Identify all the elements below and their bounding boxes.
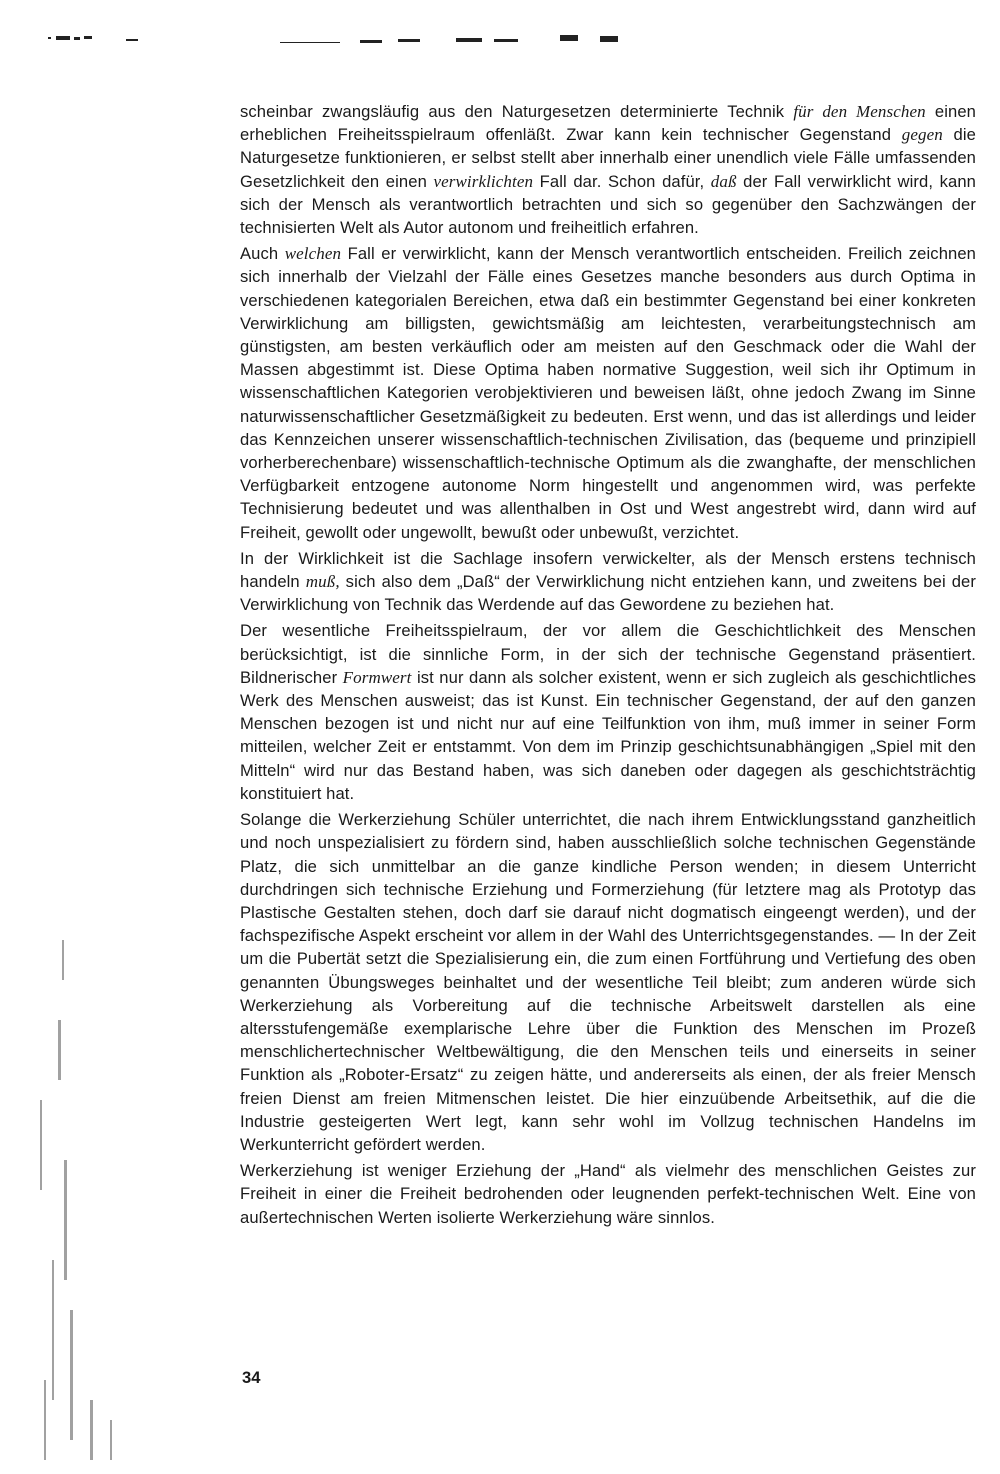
text-run: Werkerziehung ist weniger Erziehung der „Hand“ als vielmehr des menschlichen Geistes zur Freiheit in einer die Freiheit bedrohenden oder leugnenden perfekt-technischen Welt. Eine von außertechnischen Werten isolierte Werkerziehung wäre sinnlos. (240, 1161, 976, 1227)
emphasis-text: für den Menschen (793, 102, 926, 121)
emphasis-text: daß (710, 171, 737, 191)
text-run: ist nur dann als solcher existent, wenn er sich zugleich als geschichtliches Werk des Menschen ausweist; das ist Kunst. Ein technischer Gegenstand, der auf den ganzen Menschen bezogen ist und nicht nur auf eine Teilfunktion von ihm, muß immer in seiner Form mitteilen, welcher Zeit er entstammt. Von dem im Prinzip geschichtsunabhängigen „Spiel mit den Mitteln“ wird nur das Bestand haben, was sich daneben oder dagegen als geschichtsträchtig konstituiert hat. (240, 667, 976, 803)
scan-artifact-top (0, 0, 1000, 60)
body-text (240, 100, 976, 1232)
scan-artifact-edge (0, 860, 140, 1474)
emphasis-text: verwirklichten (433, 171, 534, 191)
text-run: Auch (240, 244, 285, 264)
paragraph (240, 100, 976, 239)
text-run: Fall dar. Schon dafür, (533, 171, 711, 191)
paragraph (240, 619, 976, 805)
text-run: Solange die Werkerziehung Schüler unterrichtet, die nach ihrem Entwicklungsstand ganzheitlich und noch unspezialisiert zu fördern sind, haben ausschließlich solche technischen Gegenstände Platz, die sich unmittelbar an die ganze kindliche Person wenden; in diesem Unterricht durchdringen sich technische Erziehung und Formerziehung (für letztere mag als Prototyp das Plastische Gestalten stehen, doch darf sie darauf nicht dogmatisch eingeengt werden), und der fachspezifische Aspekt erscheint vor allem in der Wahl des Unterrichtsgegenstandes. — In der Zeit um die Pubertät setzt die Spezialisierung ein, die zum einen Fortführung und Vertiefung des oben genannten Übungsweges beinhaltet und der wesentliche Teil bleibt; zum anderen würde sich Werkerziehung als Vorbereitung auf die technische Arbeitswelt darstellen als eine altersstufengemäße exemplarische Lehre über die Funktion des Menschen im Prozeß menschlichertechnischer Weltbewältigung, die den Menschen teils und einerseits in seiner Funktion als „Roboter-Ersatz“ zu zeigen hätte, und andererseits als einen, der als freier Mensch freien Dienst am freien Mitmenschen leistet. Die hier einzuübende Arbeitsethik, auf die die Industrie gesteigerten Wert legt, kann sehr wohl im Vollzug technischen Handelns im Werkunterricht gefördert werden. (240, 810, 976, 1154)
emphasis-text: muß, (305, 572, 340, 592)
paragraph (240, 547, 976, 617)
text-run: Der wesentliche Freiheitsspielraum, der vor allem die Geschichtlichkeit des Menschen berücksichtigt, ist die sinnliche Form, in der sich der technische Gegenstand präsentiert. Bildnerischer (240, 621, 976, 687)
text-run: der Fall verwirklicht wird, kann sich der Mensch als verantwortlich betrachten und sich so gegenüber den Sachzwängen der technisierten Welt als Autor autonom und freiheitlich erfahren. (240, 171, 976, 238)
emphasis-text: gegen (901, 125, 943, 145)
text-run: die Naturgesetze funktionieren, er selbst stellt aber innerhalb einer unendlich viele Fälle umfassenden Gesetzlichkeit den einen (240, 125, 977, 191)
text-run: In der Wirklichkeit ist die Sachlage insofern verwickelter, als der Mensch erstens technisch handeln (240, 548, 976, 592)
text-run: Fall er verwirklicht, kann der Mensch verantwortlich entscheiden. Freilich zeichnen sich innerhalb der Vielzahl der Fälle eines Gesetzes manche besonders aus durch Optima in verschiedenen kategorialen Bereichen, etwa daß ein bestimmter Gegenstand bei einer konkreten Verwirklichung am billigsten, gewichtsmäßig am leichtesten, verarbeitungstechnisch am günstigsten, am besten verkäuflich oder am meisten auf den Geschmack oder die Wahl der Massen abgestimmt ist. Diese Optima haben normative Suggestion, weil sich ihr Optimum in wissenschaftlichen Kategorien verobjektivieren und beweisen läßt, ohne jedoch Zwang im Sinne naturwissenschaftlicher Gesetzmäßigkeit zu bedeuten. Erst wenn, und das ist allerdings und leider das Kennzeichen unserer wissenschaftlich-technischen Zivilisation, das (bequeme und prinzipiell vorherberechenbare) wissenschaftlich-technische Optimum als die zwanghafte, der menschlichen Verfügbarkeit entzogene autonome Norm hingestellt und angenommen wird, was perfekte Technisierung bedeutet und was allenthalben in Ost und West angestrebt wird, dann wird auf Freiheit, gewollt oder ungewollt, bewußt oder unbewußt, verzichtet. (240, 244, 977, 542)
paragraph (240, 808, 976, 1156)
paragraph (240, 1159, 976, 1229)
text-run: sich also dem „Daß“ der Verwirklichung nicht entziehen kann, und zweitens bei der Verwirklichung von Technik das Werdende auf das Gewordene zu beziehen hat. (240, 572, 976, 615)
emphasis-text: welchen (284, 244, 342, 264)
paragraph (240, 242, 976, 544)
text-run: scheinbar zwangsläufig aus den Naturgesetzen determinierte Technik (240, 102, 794, 121)
text-run: einen erheblichen Freiheitsspielraum offenläßt. Zwar kann kein technischer Gegenstand (240, 102, 977, 145)
page-number: 34 (242, 1368, 261, 1387)
emphasis-text: Formwert (342, 667, 412, 687)
